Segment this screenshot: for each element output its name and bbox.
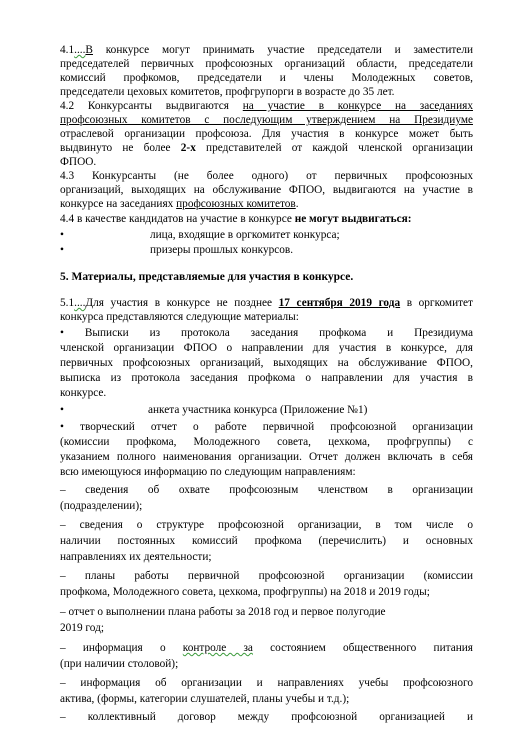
bullet-icon: • <box>60 229 64 241</box>
para-5-1-line-2: конкурса представляются следующие материалы: <box>60 311 299 323</box>
para-4-1-line-1: 4.1....В конкурсе могут принимать участие председатели и заместители <box>60 44 473 56</box>
para-4-2-line-4: выдвинуто не более 2-х представителей от каждой членской организации <box>60 142 473 154</box>
para-4-2-line-3: отраслевой организации профсоюза. Для участия в конкурсе может быть <box>60 128 473 140</box>
dash-item-3-line-2: профкома, Молодежного совета, цехкома, профгруппы) на 2018 и 2019 годы; <box>60 586 430 598</box>
bullet-item-2: • призеры прошлых конкурсов. <box>60 244 294 256</box>
dash-item-5-line-2: (при наличии столовой); <box>60 658 179 670</box>
item-report-line-1: • творческий отчет о работе первичной профсоюзной организации <box>60 421 473 433</box>
dash-item-5-line-1: – информация о контроле за состоянием общественного питания <box>60 642 473 654</box>
para-4-2-line-2: профсоюзных комитетов с последующим утверждением на Президиуме <box>60 114 473 126</box>
para-4-1-line-3: комиссий профкомов, председатели и члены Молодежных советов, <box>60 72 473 84</box>
item-report-line-4: всю имеющуюся информацию по следующим направлениям: <box>60 466 356 478</box>
bullet-icon: • <box>60 404 64 416</box>
dash-item-4-line-2: 2019 год; <box>60 622 104 634</box>
item-extract-line-2: членской организации ФПОО о направлении для участия в конкурсе, для <box>60 342 473 354</box>
item-extract-line-1: • Выписки из протокола заседания профкома и Президиума <box>60 327 473 339</box>
para-4-2-line-1: 4.2 Конкурсанты выдвигаются на участие в конкурсе на заседаниях <box>60 100 473 112</box>
para-4-4-line-1: 4.4 в качестве кандидатов на участие в конкурсе не могут выдвигаться: <box>60 213 412 225</box>
section-5-heading: 5. Материалы, представляемые для участия в конкурсе. <box>60 271 354 283</box>
para-5-1-line-1: 5.1....Для участия в конкурсе не позднее 17 сентября 2019 года в оргкомитет <box>60 297 473 309</box>
para-4-1-line-4: председатели цеховых комитетов, профгрупорги в возрасте до 35 лет. <box>60 86 395 98</box>
dash-item-6-line-1: – информация об организации и направлениях учебы профсоюзного <box>60 677 473 689</box>
dash-item-2-line-1: – сведения о структуре профсоюзной организации, в том числе о <box>60 519 473 531</box>
dash-item-4-line-1: – отчет о выполнении плана работы за 2018 год и первое полугодие <box>60 606 386 618</box>
dash-item-1-line-2: (подразделении); <box>60 500 143 512</box>
para-4-3-line-2: организаций, выходящих на обслуживание ФПОО, выдвигаются на участие в <box>60 184 473 196</box>
dash-item-2-line-2: наличии постоянных комиссий профкома (перечислить) и основных <box>60 535 473 547</box>
para-4-3-line-3: конкурсе на заседаниях профсоюзных комитетов. <box>60 198 299 210</box>
para-4-3-line-1: 4.3 Конкурсанты (не более одного) от первичных профсоюзных <box>60 170 473 182</box>
dash-item-7-line-1: – коллективный договор между профсоюзной организацией и <box>60 711 473 723</box>
item-extract-line-3: первичных профсоюзных организаций, выходящих на обслуживание ФПОО, <box>60 357 473 369</box>
dash-item-2-line-3: направлениях их деятельности; <box>60 551 212 563</box>
para-4-2-line-5: ФПОО. <box>60 156 97 168</box>
item-report-line-2: (комиссии профкома, Молодежного совета, цехкома, профгруппы) с <box>60 436 473 448</box>
item-report-line-3: указанием полного наименования организации. Отчет должен включать в себя <box>60 451 473 463</box>
dash-item-6-line-2: актива, (формы, категории слушателей, планы учебы и т.д.); <box>60 693 350 705</box>
item-questionnaire: • анкета участника конкурса (Приложение №1) <box>60 404 368 416</box>
bullet-item-1: • лица, входящие в оргкомитет конкурса; <box>60 229 340 241</box>
para-4-1-line-2: председателей первичных профсоюзных организаций области, председатели <box>60 58 473 70</box>
dash-item-1-line-1: – сведения об охвате профсоюзным членством в организации <box>60 484 473 496</box>
item-extract-line-4: выписка из протокола заседания профкома о направлении для участия в <box>60 372 473 384</box>
bullet-icon: • <box>60 244 64 256</box>
dash-item-3-line-1: – планы работы первичной профсоюзной организации (комиссии <box>60 570 473 582</box>
item-extract-line-5: конкурсе. <box>60 387 107 399</box>
